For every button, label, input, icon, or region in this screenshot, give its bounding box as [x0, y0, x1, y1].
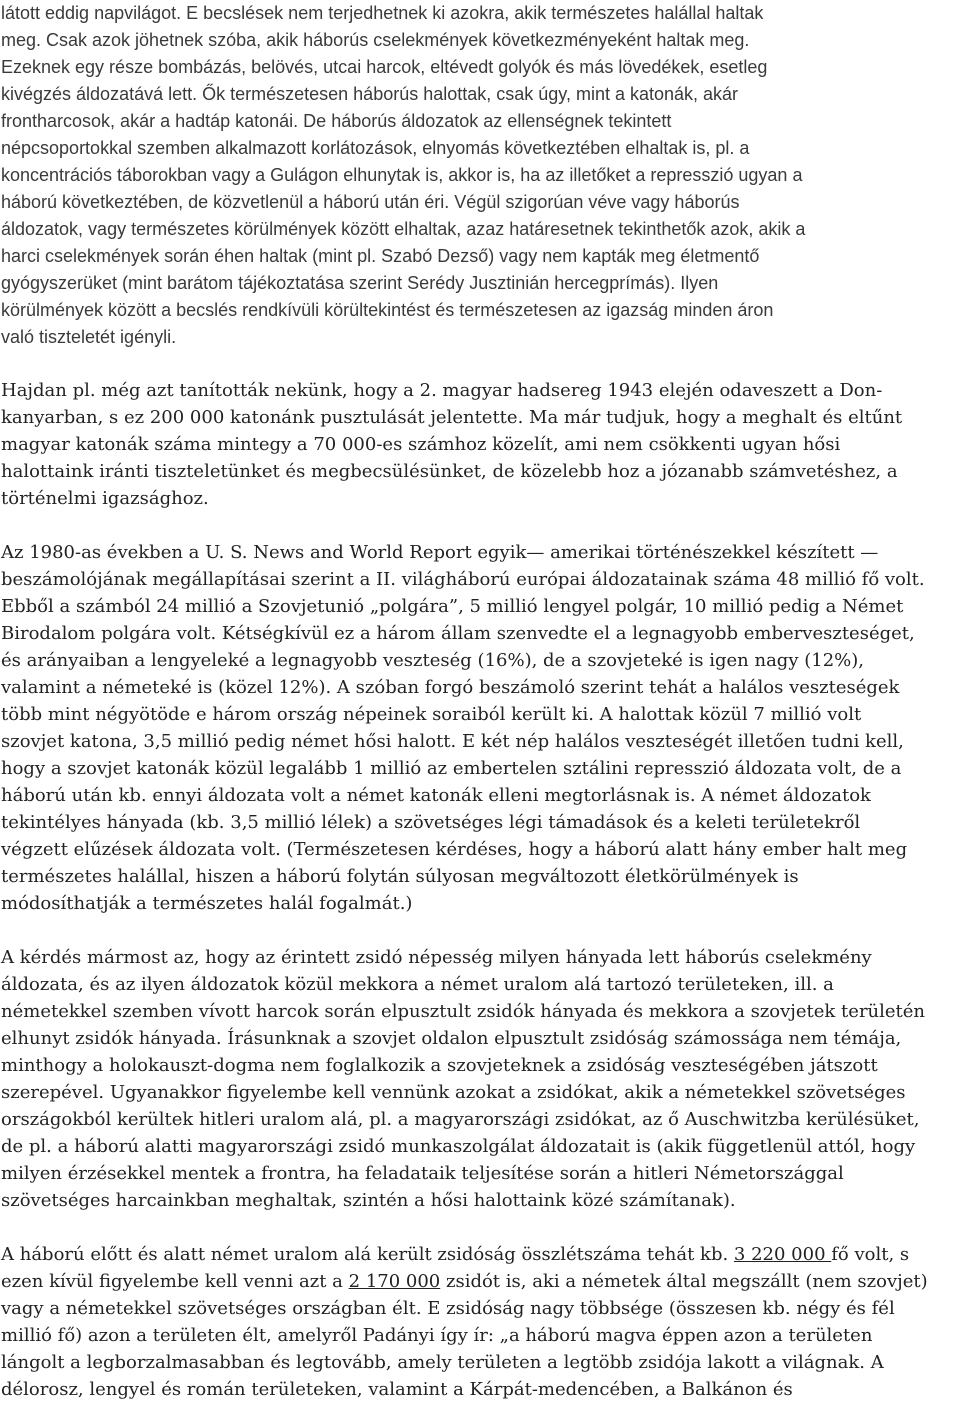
text-line — [1, 944, 872, 971]
text-segment: ezen kívül figyelembe kell venni azt a — [1, 1271, 349, 1292]
text-segment: lángolt a legborzalmasabban és legtovább, amely területen a legtöbb zsidója lakott a világnak. A — [1, 1352, 884, 1373]
text-segment: minthogy a holokauszt-dogma nem foglalkozik a szovjeteknek a zsidóság veszteségében játszott — [1, 1055, 878, 1076]
text-line — [1, 216, 805, 243]
text-segment: harci cselekmények során éhen haltak (mint pl. Szabó Dezső) vagy nem kapták meg életmentő — [1, 246, 760, 266]
text-segment: országokból kerültek hitleri uralom alá, pl. a magyarországi zsidókat, az ő Auschwitzba kerülésüket, — [1, 1109, 920, 1130]
text-segment: módosíthatják a természetes halál fogalmát.) — [1, 893, 413, 914]
text-line — [1, 27, 749, 54]
text-line — [1, 297, 773, 324]
text-line — [1, 647, 864, 674]
text-line — [1, 270, 718, 297]
text-line — [1, 54, 767, 81]
text-segment: körülmények között a becslés rendkívüli körültekintést és természetesen az igazság minden áron — [1, 300, 774, 320]
text-segment: szövetséges harcainkban meghaltak, szintén a hősi halottaink közé számítanak). — [1, 1190, 736, 1211]
text-line — [1, 1133, 915, 1160]
text-line — [1, 1106, 920, 1133]
text-line — [1, 1187, 736, 1214]
text-line — [1, 135, 749, 162]
text-line — [1, 1322, 872, 1349]
text-segment: németekkel szemben vívott harcok során elpusztult zsidók hányada és mekkora a szovjetek területén — [1, 1001, 926, 1022]
text-line — [1, 1025, 901, 1052]
text-line — [1, 1079, 906, 1106]
text-line — [1, 674, 899, 701]
text-line — [1, 728, 904, 755]
text-segment: meg. Csak azok jöhetnek szóba, akik háborús cselekmények következményeként haltak meg. — [1, 30, 750, 50]
text-segment: való tiszteletét igényli. — [1, 327, 177, 347]
text-segment: áldozata, és az ilyen áldozatok közül mekkora a német uralom alá tartozó területeken, ill. a — [1, 974, 834, 995]
text-line — [1, 162, 802, 189]
text-line — [1, 890, 412, 917]
text-line — [1, 1295, 895, 1322]
text-line — [1, 998, 925, 1025]
text-segment: több mint négyötöde e három ország népeinek soraiból került ki. A halottak közül 7 millió volt — [1, 704, 862, 725]
text-line — [1, 836, 907, 863]
text-segment: zsidót is, aki a németek által megszállt (nem szovjet) — [440, 1271, 928, 1292]
underlined-number: 2 170 000 — [348, 1271, 441, 1292]
text-segment: koncentrációs táborokban vagy a Gulágon elhunytak is, akkor is, ha az illetőket a represszió ugyan a — [1, 165, 803, 185]
text-segment: népcsoportokkal szemben alkalmazott korlátozások, elnyomás következtében elhaltak is, pl. a — [1, 138, 750, 158]
text-line — [1, 539, 878, 566]
text-line — [1, 1052, 878, 1079]
text-segment: milyen érzésekkel mentek a frontra, ha feladataik teljesítése során a hitleri Németországgal — [1, 1163, 844, 1184]
text-segment: Birodalom polgára volt. Kétségkívül ez a három állam szenvedte el a legnagyobb emberveszteséget, — [1, 623, 915, 644]
text-segment: szovjet katona, 3,5 millió pedig német hősi halott. E két nép halálos veszteségét illetően tudni kell, — [1, 731, 904, 752]
text-segment: gyógyszerüket (mint barátom tájékoztatása szerint Serédy Jusztinián hercegprímás). Ilyen — [1, 273, 719, 293]
text-line — [1, 701, 861, 728]
text-line — [1, 485, 209, 512]
text-segment: szerepével. Ugyanakkor figyelembe kell vennünk azokat a zsidókat, akik a németekkel szövetséges — [1, 1082, 906, 1103]
text-segment: A háború előtt és alatt német uralom alá került zsidóság összlétszáma tehát kb. — [1, 1244, 734, 1265]
text-line — [1, 1241, 909, 1268]
text-segment: kivégzés áldozatává lett. Ők természetesen háborús halottak, csak úgy, mint a katonák, akár — [1, 84, 739, 104]
text-segment: délorosz, lengyel és román területeken, valamint a Kárpát-medencében, a Balkánon és — [1, 1379, 793, 1400]
text-segment: vagy a németekkel szövetséges országban élt. E zsidóság nagy többsége (összesen kb. négy és fél — [1, 1298, 895, 1319]
text-segment: kanyarban, s ez 200 000 katonánk pusztulását jelentette. Ma már tudjuk, hogy a meghalt és eltűnt — [1, 407, 903, 428]
text-segment: Az 1980-as években a U. S. News and World Report egyik— amerikai történészekkel készített — — [1, 542, 879, 563]
text-segment: Ebből a számból 24 millió a Szovjetunió „polgára”, 5 millió lengyel polgár, 10 millió pedig a Német — [1, 596, 904, 617]
text-segment: végzett elűzések áldozata volt. (Természetesen kérdéses, hogy a háború alatt hány ember halt meg — [1, 839, 908, 860]
text-line — [1, 377, 882, 404]
text-line — [1, 809, 860, 836]
text-segment: de pl. a háború alatti magyarországi zsidó munkaszolgálat áldozatait is (akik függetlenül attól, hogy — [1, 1136, 916, 1157]
text-line — [1, 404, 902, 431]
text-segment: Ezeknek egy része bombázás, belövés, utcai harcok, eltévedt golyók és más lövedékek, esetleg — [1, 57, 768, 77]
text-segment: beszámolójának megállapításai szerint a II. világháború európai áldozatainak száma 48 millió fő volt. — [1, 569, 925, 590]
text-segment: tekintélyes hányada (kb. 3,5 millió lélek) a szövetséges légi támadások és a keleti területekről — [1, 812, 861, 833]
text-segment: fő volt, s — [831, 1244, 910, 1265]
text-segment: elhunyt zsidók hányada. Írásunknak a szovjet oldalon elpusztult zsidóság számossága nem témája, — [1, 1028, 902, 1049]
text-line — [1, 1268, 928, 1295]
text-segment: A kérdés mármost az, hogy az érintett zsidó népesség milyen hányada lett háborús cselekmény — [1, 947, 872, 968]
text-segment: háború következtében, de közvetlenül a háború után éri. Végül szigorúan véve vagy háborús — [1, 192, 740, 212]
text-line — [1, 593, 903, 620]
text-segment: háború után kb. ennyi áldozata volt a német katonák elleni megtorlásnak is. A német áldozatok — [1, 785, 871, 806]
text-segment: millió fő) azon a területen élt, amelyről Padányi így ír: „a háború magva éppen azon a területen — [1, 1325, 873, 1346]
text-segment: halottaink iránti tiszteletünket és megbecsülésünket, de közelebb hoz a józanabb számvetéshez, a — [1, 461, 898, 482]
text-segment: látott eddig napvilágot. E becslések nem terjedhetnek ki azokra, akik természetes halállal haltak — [1, 3, 764, 23]
text-line — [1, 755, 901, 782]
text-segment: természetes halállal, hiszen a háború folytán súlyosan megváltozott életkörülmények is — [1, 866, 799, 887]
text-line — [1, 81, 738, 108]
text-line — [1, 863, 799, 890]
text-segment: áldozatok, vagy természetes körülmények között elhaltak, azaz határesetnek tekinthetők azok, akik a — [1, 219, 806, 239]
text-line — [1, 0, 763, 27]
text-segment: Hajdan pl. még azt tanították nekünk, hogy a 2. magyar hadsereg 1943 elején odaveszett a Don- — [1, 380, 883, 401]
text-segment: történelmi igazsághoz. — [1, 488, 209, 509]
text-line — [1, 243, 759, 270]
text-line — [1, 971, 834, 998]
text-segment: hogy a szovjet katonák közül legalább 1 millió az embertelen sztálini represszió áldozata volt, de a — [1, 758, 902, 779]
text-segment: valamint a németeké is (közel 12%). A szóban forgó beszámoló szerint tehát a halálos veszteségek — [1, 677, 900, 698]
text-line — [1, 566, 925, 593]
text-line — [1, 620, 915, 647]
text-segment: és arányaiban a lengyeleké a legnagyobb veszteség (16%), de a szovjeteké is igen nagy (12%), — [1, 650, 864, 671]
text-line — [1, 189, 739, 216]
text-line — [1, 1376, 793, 1403]
text-line — [1, 1349, 884, 1376]
text-line — [1, 1160, 844, 1187]
text-line — [1, 431, 840, 458]
text-line — [1, 458, 898, 485]
text-line — [1, 108, 671, 135]
text-segment: frontharcosok, akár a hadtáp katonái. De háborús áldozatok az ellenségnek tekintett — [1, 111, 672, 131]
underlined-number: 3 220 000 — [733, 1244, 832, 1265]
text-segment: magyar katonák száma mintegy a 70 000-es számhoz közelít, ami nem csökkenti ugyan hősi — [1, 434, 841, 455]
text-line — [1, 782, 871, 809]
text-line — [1, 324, 176, 351]
